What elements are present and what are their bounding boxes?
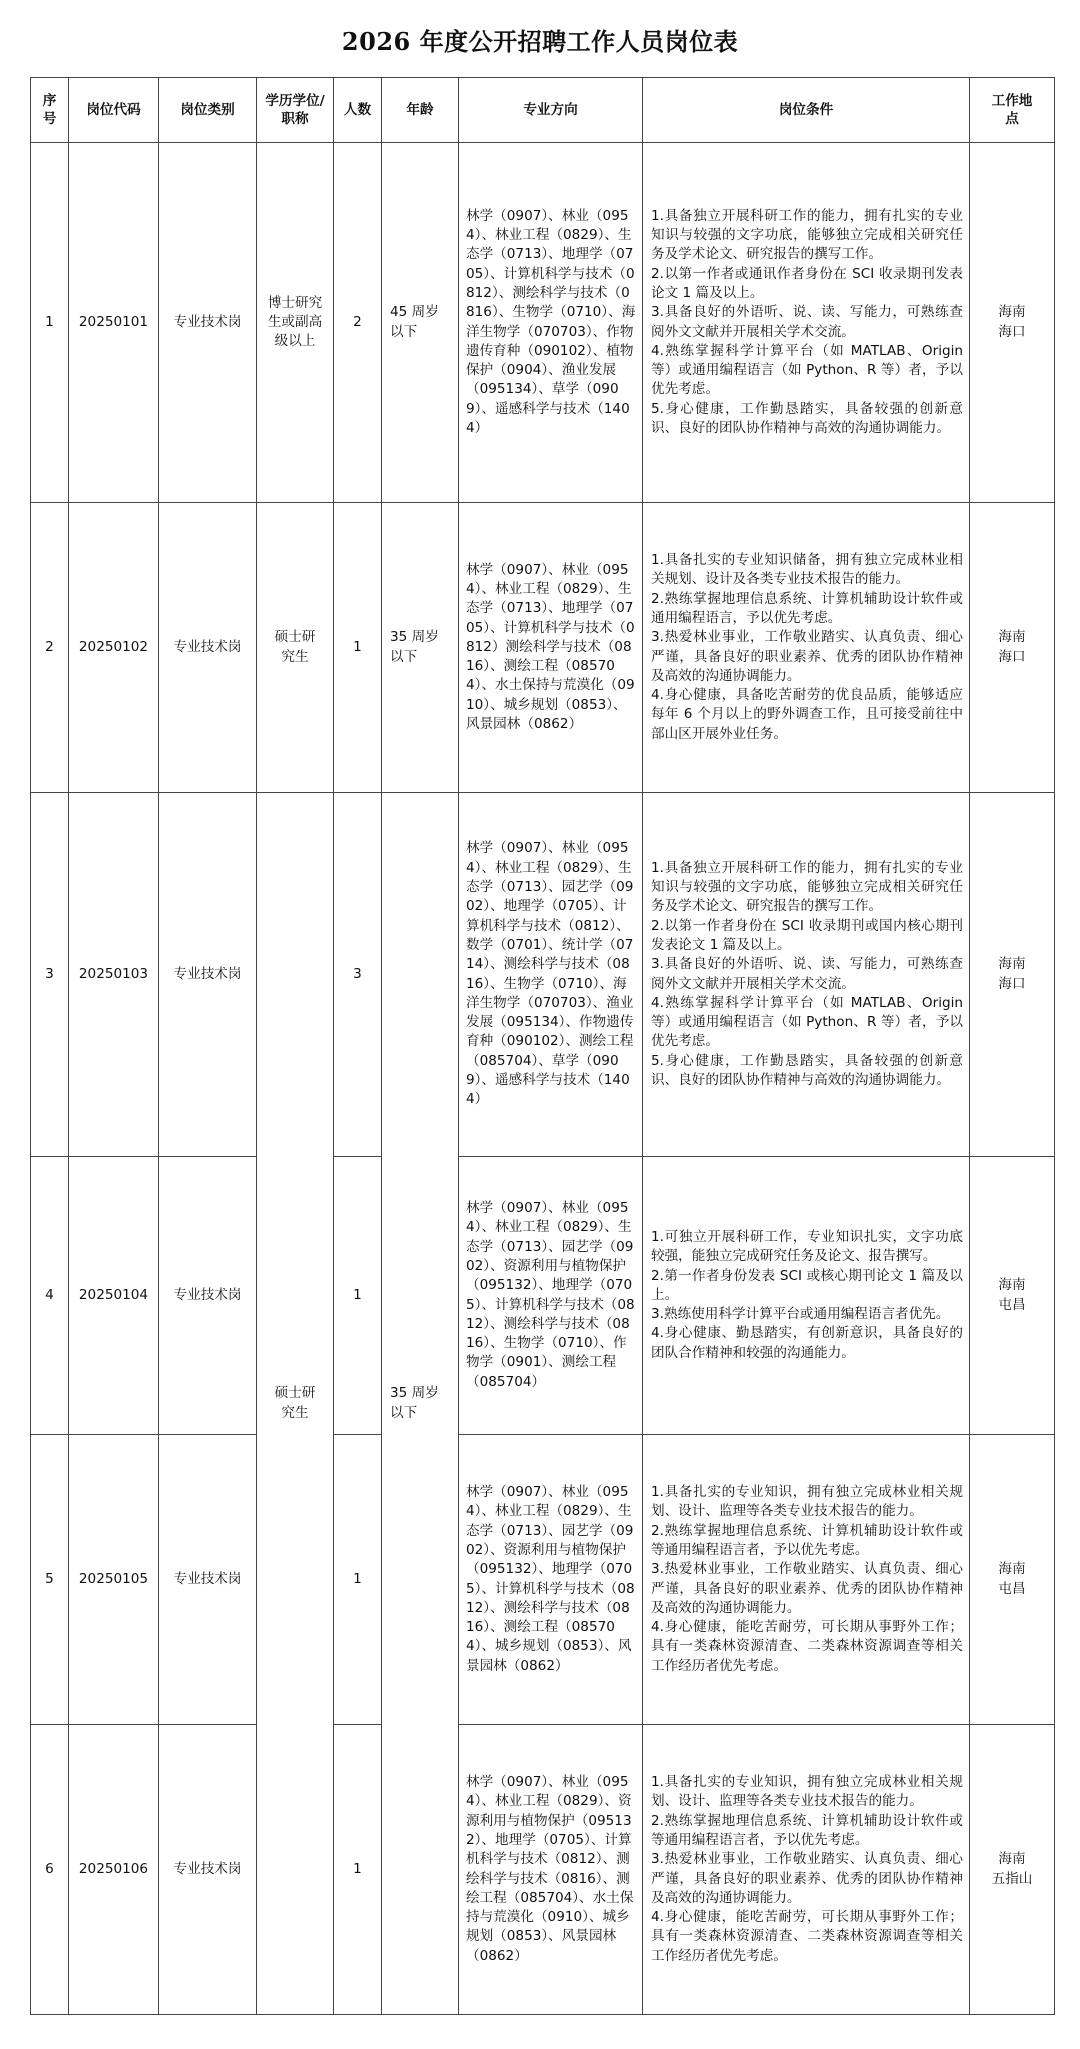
cell-major: 林学（0907）、林业（0954）、林业工程（0829）、生态学（0713）、园艺学（0902）、地理学（0705）、计算机科学与技术（0812）、数学（0701）、统计学（0714）、测绘科学与技术（0816）、生物学（0710）、海洋生物学（070703）、渔业发展（095134）、作物遗传育种（090102）、测绘工程（085704）、草学（0909）、遥感科学与技术（1404） — [459, 793, 643, 1157]
cell-major: 林学（0907）、林业（0954）、林业工程（0829）、生态学（0713）、园艺学（0902）、资源利用与植物保护（095132）、地理学（0705）、计算机科学与技术（0812）、测绘科学与技术（0816）、测绘工程（085704）、城乡规划（0853）、风景园林（0862） — [459, 1435, 643, 1725]
condition-item: 1.具备扎实的专业知识，拥有独立完成林业相关规划、设计、监理等各类专业技术报告的能力。 — [651, 1484, 963, 1520]
condition-item: 4.身心健康，具备吃苦耐劳的优良品质，能够适应每年 6 个月以上的野外调查工作，且可接受前往中部山区开展外业任务。 — [651, 687, 963, 742]
table-header-row — [31, 78, 1055, 143]
cell-location: 海南 海口 — [970, 793, 1055, 1157]
header-conditions: 岗位条件 — [643, 78, 970, 143]
header-location: 工作地点 — [970, 78, 1055, 143]
header-seq: 序号 — [31, 78, 69, 143]
cell-category: 专业技术岗 — [159, 1725, 257, 2015]
cell-location: 海南 海口 — [970, 143, 1055, 503]
header-education: 学历学位/职称 — [257, 78, 334, 143]
cell-code: 20250106 — [69, 1725, 159, 2015]
cell-seq: 6 — [31, 1725, 69, 2015]
cell-seq: 2 — [31, 503, 69, 793]
header-age: 年龄 — [382, 78, 459, 143]
table-row — [31, 503, 1055, 793]
cell-major: 林学（0907）、林业（0954）、林业工程（0829）、生态学（0713）、地理学（0705）、计算机科学与技术（0812）测绘科学与技术（0816）、测绘工程（085704）、水土保持与荒漠化（0910）、城乡规划（0853）、风景园林（0862） — [459, 503, 643, 793]
condition-item: 2.熟练掌握地理信息系统、计算机辅助设计软件或通用编程语言，予以优先考虑。 — [651, 590, 963, 626]
cell-location: 海南 屯昌 — [970, 1435, 1055, 1725]
cell-seq: 3 — [31, 793, 69, 1157]
cell-conditions — [643, 1435, 970, 1725]
condition-item: 3.具备良好的外语听、说、读、写能力，可熟练查阅外文文献并开展相关学术交流。 — [651, 956, 963, 992]
header-major: 专业方向 — [459, 78, 643, 143]
table-row — [31, 1725, 1055, 2015]
condition-item: 1.具备独立开展科研工作的能力，拥有扎实的专业知识与较强的文字功底，能够独立完成相关研究任务及学术论文、研究报告的撰写工作。 — [651, 207, 963, 263]
job-position-table — [30, 77, 1055, 2015]
cell-education-merged: 硕士研究生 — [257, 793, 334, 2015]
cell-seq: 5 — [31, 1435, 69, 1725]
cell-age: 45 周岁以下 — [382, 143, 459, 503]
condition-item: 2.熟练掌握地理信息系统、计算机辅助设计软件或等通用编程语言者，予以优先考虑。 — [651, 1522, 963, 1558]
cell-conditions — [643, 503, 970, 793]
header-code: 岗位代码 — [69, 78, 159, 143]
condition-item: 3.具备良好的外语听、说、读、写能力，可熟练查阅外文文献并开展相关学术交流。 — [651, 304, 963, 340]
condition-item: 3.热爱林业事业，工作敬业踏实、认真负责、细心严谨，具备良好的职业素养、优秀的团队协作精神及高效的沟通协调能力。 — [651, 1561, 963, 1616]
cell-category: 专业技术岗 — [159, 1435, 257, 1725]
table-row — [31, 1435, 1055, 1725]
condition-item: 4.熟练掌握科学计算平台（如 MATLAB、Origin 等）或通用编程语言（如 Python、R 等）者，予以优先考虑。 — [651, 994, 963, 1050]
cell-category: 专业技术岗 — [159, 1157, 257, 1435]
cell-conditions — [643, 143, 970, 503]
condition-item: 1.具备扎实的专业知识储备，拥有独立完成林业相关规划、设计及各类专业技术报告的能力。 — [651, 552, 963, 588]
condition-item: 4.身心健康，能吃苦耐劳，可长期从事野外工作；具有一类森林资源清查、二类森林资源调查等相关工作经历者优先考虑。 — [651, 1619, 963, 1674]
condition-item: 4.身心健康、勤恳踏实，有创新意识，具备良好的团队合作精神和较强的沟通能力。 — [651, 1325, 963, 1361]
cell-code: 20250101 — [69, 143, 159, 503]
cell-major: 林学（0907）、林业（0954）、林业工程（0829）、生态学（0713）、地理学（0705）、计算机科学与技术（0812）、测绘科学与技术（0816）、生物学（0710）、海洋生物学（070703）、作物遗传育种（090102）、植物保护（0904）、渔业发展（095134）、草学（0909）、遥感科学与技术（1404） — [459, 143, 643, 503]
cell-seq: 4 — [31, 1157, 69, 1435]
cell-education: 硕士研究生 — [257, 503, 334, 793]
condition-item: 4.身心健康，能吃苦耐劳，可长期从事野外工作；具有一类森林资源清查、二类森林资源调查等相关工作经历者优先考虑。 — [651, 1909, 963, 1964]
table-row — [31, 793, 1055, 1157]
cell-category: 专业技术岗 — [159, 793, 257, 1157]
cell-count: 1 — [334, 503, 382, 793]
header-category: 岗位类别 — [159, 78, 257, 143]
cell-category: 专业技术岗 — [159, 143, 257, 503]
condition-item: 5.身心健康，工作勤恳踏实，具备较强的创新意识、良好的团队协作精神与高效的沟通协调能力。 — [651, 1052, 963, 1088]
condition-item: 2.以第一作者身份在 SCI 收录期刊或国内核心期刊发表论文 1 篇及以上。 — [651, 917, 963, 953]
condition-item: 2.熟练掌握地理信息系统、计算机辅助设计软件或等通用编程语言者，予以优先考虑。 — [651, 1812, 963, 1848]
cell-major: 林学（0907）、林业（0954）、林业工程（0829）、生态学（0713）、园艺学（0902）、资源利用与植物保护（095132）、地理学（0705）、计算机科学与技术（0812）、测绘科学与技术（0816）、生物学（0710）、作物学（0901）、测绘工程（085704） — [459, 1157, 643, 1435]
condition-item: 1.具备独立开展科研工作的能力，拥有扎实的专业知识与较强的文字功底，能够独立完成相关研究任务及学术论文、研究报告的撰写工作。 — [651, 859, 963, 915]
cell-location: 海南 屯昌 — [970, 1157, 1055, 1435]
condition-item: 3.热爱林业事业，工作敬业踏实、认真负责、细心严谨，具备良好的职业素养、优秀的团队协作精神及高效的沟通协调能力。 — [651, 629, 963, 684]
cell-code: 20250104 — [69, 1157, 159, 1435]
condition-item: 5.身心健康，工作勤恳踏实，具备较强的创新意识、良好的团队协作精神与高效的沟通协调能力。 — [651, 400, 963, 436]
cell-code: 20250102 — [69, 503, 159, 793]
cell-code: 20250105 — [69, 1435, 159, 1725]
cell-conditions — [643, 793, 970, 1157]
cell-count: 2 — [334, 143, 382, 503]
cell-count: 1 — [334, 1157, 382, 1435]
page-title: 2026 年度公开招聘工作人员岗位表 — [341, 27, 739, 56]
condition-item: 4.熟练掌握科学计算平台（如 MATLAB、Origin 等）或通用编程语言（如 Python、R 等）者，予以优先考虑。 — [651, 342, 963, 398]
condition-item: 3.熟练使用科学计算平台或通用编程语言者优先。 — [651, 1306, 950, 1323]
cell-conditions — [643, 1725, 970, 2015]
header-count: 人数 — [334, 78, 382, 143]
condition-item: 1.可独立开展科研工作，专业知识扎实，文字功底较强，能独立完成研究任务及论文、报告撰写。 — [651, 1228, 963, 1265]
cell-count: 3 — [334, 793, 382, 1157]
table-row — [31, 143, 1055, 503]
table-row — [31, 1157, 1055, 1435]
condition-item: 3.热爱林业事业，工作敬业踏实、认真负责、细心严谨，具备良好的职业素养、优秀的团队协作精神及高效的沟通协调能力。 — [651, 1851, 963, 1906]
cell-location: 海南 海口 — [970, 503, 1055, 793]
condition-item: 2.第一作者身份发表 SCI 或核心期刊论文 1 篇及以上。 — [651, 1267, 963, 1303]
cell-major: 林学（0907）、林业（0954）、林业工程（0829）、资源利用与植物保护（095132）、地理学（0705）、计算机科学与技术（0812）、测绘科学与技术（0816）、测绘工程（085704）、水土保持与荒漠化（0910）、城乡规划（0853）、风景园林（0862） — [459, 1725, 643, 2015]
cell-seq: 1 — [31, 143, 69, 503]
cell-age-merged: 35 周岁以下 — [382, 793, 459, 2015]
cell-conditions — [643, 1157, 970, 1435]
condition-item: 2.以第一作者或通讯作者身份在 SCI 收录期刊发表论文 1 篇及以上。 — [651, 265, 963, 301]
cell-category: 专业技术岗 — [159, 503, 257, 793]
cell-location: 海南 五指山 — [970, 1725, 1055, 2015]
cell-count: 1 — [334, 1435, 382, 1725]
condition-item: 1.具备扎实的专业知识，拥有独立完成林业相关规划、设计、监理等各类专业技术报告的能力。 — [651, 1774, 963, 1810]
cell-education: 博士研究生或副高级以上 — [257, 143, 334, 503]
cell-code: 20250103 — [69, 793, 159, 1157]
cell-count: 1 — [334, 1725, 382, 2015]
cell-age: 35 周岁以下 — [382, 503, 459, 793]
